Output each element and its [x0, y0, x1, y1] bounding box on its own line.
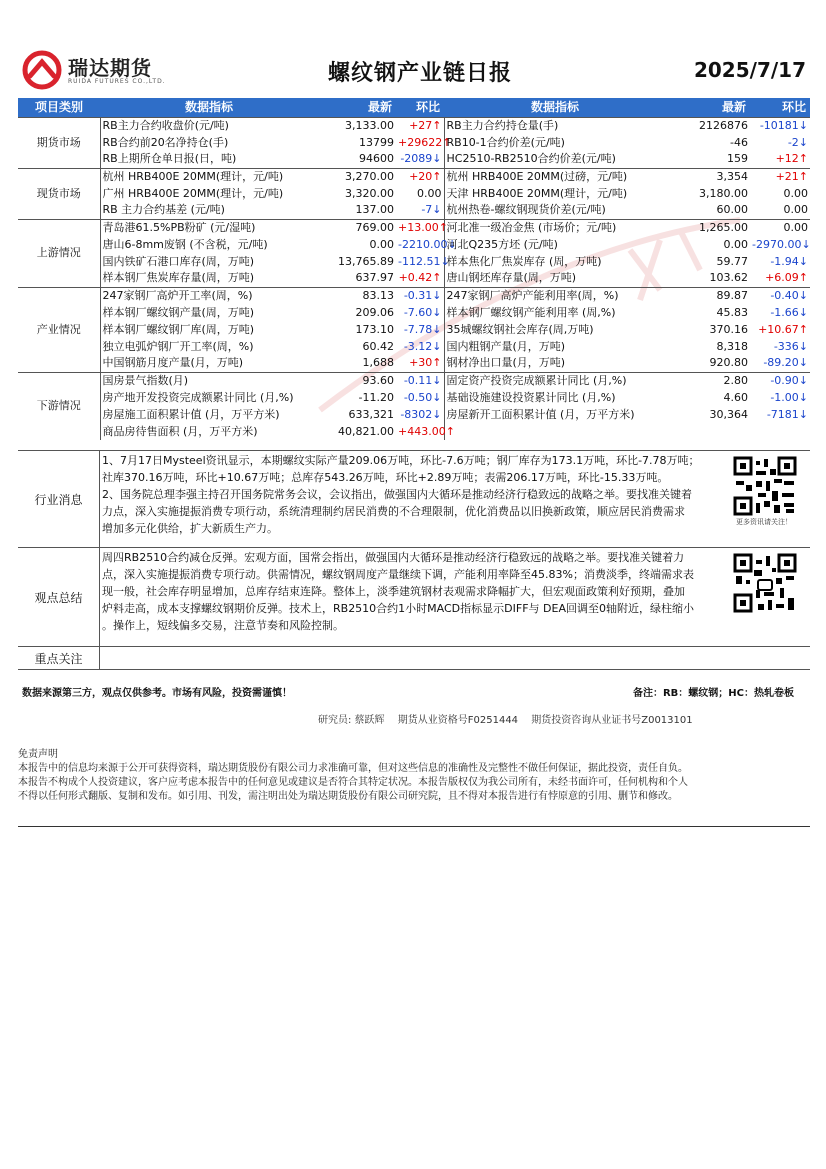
text-line: 本报告中的信息均来源于公开可获得资料，瑞达期货股份有限公司力求准确可靠，但对这些信息的准确性及完整性不做任何保证，据此投资，责任自负。	[18, 763, 688, 774]
disclaimer-text	[18, 762, 810, 804]
change-value: 0.00	[783, 186, 808, 200]
change-value: +30↑	[396, 355, 444, 372]
latest-value: 83.13	[318, 287, 396, 304]
view-summary-section	[18, 547, 810, 646]
table-row	[18, 219, 810, 236]
change-value: 0.00	[783, 203, 808, 217]
researcher-name: 研究员: 蔡跃辉	[318, 715, 385, 726]
indicator-name: 杭州热卷-螺纹钢现货价差(元/吨)	[446, 203, 606, 217]
table-row	[18, 236, 810, 253]
header-category: 项目类别	[18, 98, 100, 117]
table-row	[18, 304, 810, 321]
indicator-name: 样本钢厂螺纹钢厂库(周，万吨)	[102, 322, 255, 336]
change-value: 0.00	[750, 219, 810, 236]
industry-news-section	[18, 450, 810, 547]
change-value: -2970.00↓	[752, 237, 811, 251]
indicator-name: 房屋新开工面积累计值 (月，万平方米)	[446, 407, 635, 421]
industry-news-label: 行业消息	[18, 451, 100, 547]
indicator-name: 唐山钢坯库存量(周，万吨)	[446, 271, 577, 285]
report-header	[18, 48, 810, 96]
change-value: -1.94↓	[770, 254, 808, 268]
view-summary-label: 观点总结	[18, 548, 100, 646]
latest-value: 13799	[359, 135, 394, 149]
latest-value: 59.77	[716, 254, 748, 268]
text-line: 1、7月17日Mysteel资讯显示，本期螺纹实际产量209.06万吨，环比-7.6万吨；钢厂库存为173.1万吨，环比-7.78万吨；	[102, 454, 700, 467]
text-line: 增加多元化供给，扩大新质生产力。	[102, 522, 278, 535]
qr-code-icon	[734, 457, 796, 515]
change-value: -0.50↓	[396, 389, 444, 406]
change-value: -2089↓	[396, 151, 444, 168]
data-source-note: 数据来源第三方，观点仅供参考。市场有风险，投资需谨慎！	[22, 688, 292, 699]
latest-value: 3,270.00	[318, 168, 396, 185]
latest-value: 137.00	[355, 203, 394, 217]
change-value: +6.09↑	[765, 271, 808, 285]
category-cell: 上游情况	[18, 219, 100, 287]
table-row	[18, 355, 810, 372]
header-change-left: 环比	[396, 98, 444, 117]
indicator-name: RB合约前20名净持仓(手)	[102, 135, 229, 149]
change-value: -7.60↓	[396, 304, 444, 321]
table-row	[18, 117, 810, 134]
latest-value: 13,765.89	[338, 254, 394, 268]
header-latest-left: 最新	[318, 98, 396, 117]
table-row	[18, 423, 810, 440]
latest-value: 209.06	[355, 305, 394, 319]
indicator-name: 商品房待售面积 (月，万平方米)	[102, 424, 258, 438]
table-row	[18, 185, 810, 202]
category-cell: 现货市场	[18, 168, 100, 219]
latest-value: 769.00	[318, 219, 396, 236]
table-body	[18, 117, 810, 440]
indicator-name: 固定资产投资完成额累计同比 (月,%)	[444, 372, 666, 389]
change-value: -7.78↓	[396, 321, 444, 338]
latest-value: -46	[730, 135, 748, 149]
table-row	[18, 202, 810, 219]
table-row	[18, 389, 810, 406]
table-row	[18, 338, 810, 355]
qr-code-icon	[734, 554, 796, 612]
indicator-name: 房屋施工面积累计值 (月，万平方米)	[102, 407, 280, 421]
latest-value: 45.83	[716, 305, 748, 319]
page-title: 螺纹钢产业链日报	[328, 61, 513, 86]
indicator-name: 青岛港61.5%PB粉矿 (元/湿吨)	[100, 219, 318, 236]
change-value: -2↓	[787, 135, 808, 149]
latest-value: 3,180.00	[699, 186, 748, 200]
change-value: +20↑	[396, 168, 444, 185]
change-value: +29622↑	[396, 134, 444, 151]
latest-value: 173.10	[355, 322, 394, 336]
industry-news-text	[102, 452, 720, 537]
latest-value: 370.16	[709, 322, 748, 336]
disclaimer-title: 免责声明	[18, 749, 58, 760]
text-line: 炉料走高，成本支撑螺纹钢期价反弹。技术上，RB2510合约1小时MACD指标显示DIFF与 DEA回调至0轴附近，绿柱缩小	[102, 602, 694, 615]
indicator-name: 国内粗钢产量(月，万吨)	[446, 339, 566, 353]
indicator-name: 35城螺纹钢社会库存(周,万吨)	[446, 322, 594, 336]
change-value: -7181↓	[766, 407, 808, 421]
latest-value: 60.00	[716, 203, 748, 217]
logo-mark-icon	[22, 50, 62, 90]
table-header-row	[18, 98, 810, 117]
table-row	[18, 372, 810, 389]
change-value: -1.66↓	[770, 305, 808, 319]
latest-value: 1,688	[362, 356, 394, 370]
indicator-name: 广州 HRB400E 20MM(理计，元/吨)	[102, 186, 284, 200]
indicator-name: 样本钢厂螺纹钢产能利用率 (周,%)	[446, 305, 616, 319]
category-cell: 下游情况	[18, 372, 100, 440]
table-row	[18, 168, 810, 185]
disclaimer	[18, 748, 810, 804]
change-value: -2210.00↓	[396, 236, 444, 253]
text-line: 社库370.16万吨，环比+10.67万吨；总库存543.26万吨，环比+2.89万吨；表需206.17万吨，环比-15.33万吨。	[102, 471, 669, 484]
change-value: -0.90↓	[750, 372, 810, 389]
latest-value: 4.60	[723, 390, 748, 404]
change-value: +12↑	[775, 152, 808, 166]
latest-value: 920.80	[709, 356, 748, 370]
indicator-name: 247家钢厂高炉开工率(周，%)	[100, 287, 318, 304]
table-row	[18, 321, 810, 338]
indicator-name: 247家钢厂高炉产能利用率(周，%)	[444, 287, 666, 304]
change-value: -112.51↓	[396, 253, 444, 270]
header-indicator-left: 数据指标	[100, 98, 318, 117]
view-summary-text	[102, 549, 720, 634]
qr-caption: 更多资讯请关注！	[736, 518, 792, 526]
latest-value: 0.00	[723, 237, 748, 251]
change-value: +10.67↑	[758, 322, 808, 336]
category-cell: 产业情况	[18, 287, 100, 372]
indicator-name: 样本钢厂焦炭库存量(周，万吨)	[102, 271, 255, 285]
latest-value: 103.62	[709, 271, 748, 285]
indicator-name: 房产地开发投资完成额累计同比 (月,%)	[102, 390, 294, 404]
change-value: +27↑	[396, 117, 444, 134]
latest-value: 2.80	[666, 372, 750, 389]
latest-value: 3,354	[666, 168, 750, 185]
indicator-name: 唐山6-8mm废钢 (不含税，元/吨)	[102, 237, 268, 251]
latest-value: 60.42	[362, 339, 394, 353]
indicator-name: HC2510-RB2510合约价差(元/吨)	[446, 152, 616, 166]
text-line: 力点，深入实施提振消费专项行动，系统清理制约居民消费的不合理限制，优化消费品以旧换新政策，顺应居民消费需求	[102, 505, 685, 518]
change-value: -8302↓	[396, 406, 444, 423]
focus-section	[18, 646, 810, 670]
text-line: 点，深入实施提振消费专项行动。供需情况，螺纹钢周度产量继续下调，产能利用率降至45.83%；消费淡季，终端需求表	[102, 568, 694, 581]
analyst-info	[318, 711, 703, 726]
indicator-name: 杭州 HRB400E 20MM(理计，元/吨)	[100, 168, 318, 185]
indicator-name: 河北准一级冶金焦 (市场价；元/吨)	[444, 219, 666, 236]
latest-value: 3,320.00	[345, 186, 394, 200]
text-line: 现一般，社会库存明显增加，总库存结束连降。整体上，淡季建筑钢材表观需求降幅扩大，但宏观面政策利好预期，叠加	[102, 585, 685, 598]
change-value: -89.20↓	[763, 356, 808, 370]
latest-value	[666, 423, 750, 440]
change-value: -1.00↓	[770, 390, 808, 404]
header-change-right: 环比	[750, 98, 810, 117]
indicator-name: 国内铁矿石港口库存(周，万吨)	[102, 254, 255, 268]
latest-value: 633,321	[348, 407, 394, 421]
change-value: +13.00↑	[396, 219, 444, 236]
indicator-name: 样本焦化厂焦炭库存 (周，万吨)	[446, 254, 602, 268]
table-row	[18, 270, 810, 287]
table-row	[18, 151, 810, 168]
indicator-name: 河北Q235方坯 (元/吨)	[446, 237, 558, 251]
indicator-name: RB主力合约持仓量(手)	[444, 117, 666, 134]
category-cell: 期货市场	[18, 117, 100, 168]
change-value: +0.42↑	[396, 270, 444, 287]
change-value	[750, 423, 810, 440]
indicator-name: RB10-1合约价差(元/吨)	[446, 135, 565, 149]
data-table	[18, 98, 810, 440]
change-value: +21↑	[750, 168, 810, 185]
latest-value: 159	[727, 152, 748, 166]
indicator-name: 天津 HRB400E 20MM(理计，元/吨)	[446, 186, 628, 200]
change-value: +443.00↑	[396, 423, 444, 440]
change-value: -0.11↓	[396, 372, 444, 389]
company-logo	[22, 50, 192, 92]
indicator-name: 钢材净出口量(月，万吨)	[446, 356, 566, 370]
indicator-name: 中国钢筋月度产量(月，万吨)	[102, 356, 244, 370]
latest-value: 3,133.00	[318, 117, 396, 134]
change-value: -0.40↓	[750, 287, 810, 304]
header-latest-right: 最新	[666, 98, 750, 117]
report-date: 2025/7/17	[693, 58, 806, 82]
change-value: 0.00	[396, 185, 444, 202]
indicator-name: 基础设施建设投资累计同比 (月,%)	[446, 390, 616, 404]
latest-value: 1,265.00	[666, 219, 750, 236]
logo-name: 瑞达期货	[68, 56, 152, 80]
focus-label: 重点关注	[18, 647, 100, 669]
latest-value: 8,318	[716, 339, 748, 353]
indicator-name: 国房景气指数(月)	[100, 372, 318, 389]
table-row	[18, 406, 810, 423]
text-line: 本报告不构成个人投资建议，客户应考虑本报告中的任何意见或建议是否符合其特定状况。本报告版权仅为我公司所有，未经书面许可，任何机构和个人	[18, 777, 688, 788]
indicator-name: RB主力合约收盘价(元/吨)	[100, 117, 318, 134]
latest-value: 2126876	[666, 117, 750, 134]
text-line: 周四RB2510合约减仓反弹。宏观方面，国常会指出，做强国内大循环是推动经济行稳致远的战略之举。要找准关键着力	[102, 551, 685, 564]
indicator-name: 杭州 HRB400E 20MM(过磅，元/吨)	[444, 168, 666, 185]
indicator-name: 独立电弧炉钢厂开工率(周，%)	[102, 339, 254, 353]
latest-value: -11.20	[358, 390, 394, 404]
table-row	[18, 134, 810, 151]
latest-value: 94600	[359, 152, 394, 166]
indicator-name	[444, 423, 666, 440]
change-value: -0.31↓	[396, 287, 444, 304]
latest-value: 40,821.00	[338, 424, 394, 438]
latest-value: 89.87	[666, 287, 750, 304]
table-row	[18, 287, 810, 304]
header-indicator-right: 数据指标	[444, 98, 666, 117]
change-value: -3.12↓	[396, 338, 444, 355]
change-value: -10181↓	[750, 117, 810, 134]
indicator-name: RB上期所仓单日报(日，吨)	[102, 152, 237, 166]
change-value: -7↓	[396, 202, 444, 219]
indicator-name: RB 主力合约基差 (元/吨)	[102, 203, 225, 217]
latest-value: 30,364	[709, 407, 748, 421]
footer-divider	[18, 826, 810, 827]
text-line: 2、国务院总理李强主持召开国务院常务会议，会议指出，做强国内大循环是推动经济行稳致远的战略之举。要找准关键着	[102, 488, 692, 501]
text-line: 不得以任何形式翻版、复制和发布。如引用、刊发，需注明出处为瑞达期货股份有限公司研究院，且不得对本报告进行有悖原意的引用、删节和修改。	[18, 791, 678, 802]
indicator-name: 样本钢厂螺纹钢产量(周，万吨)	[102, 305, 255, 319]
latest-value: 93.60	[318, 372, 396, 389]
table-row	[18, 253, 810, 270]
change-value: -336↓	[773, 339, 808, 353]
latest-value: 0.00	[369, 237, 394, 251]
text-line: 。操作上，短线偏多交易，注意节奏和风险控制。	[102, 619, 344, 632]
abbreviation-note: 备注：RB：螺纹钢；HC：热轧卷板	[632, 688, 794, 699]
qualification-number: 期货从业资格号F0251444	[397, 715, 519, 726]
latest-value: 637.97	[355, 271, 394, 285]
logo-subtitle: RUIDA FUTURES CO.,LTD.	[68, 78, 166, 85]
consulting-license: 期货投资咨询从业证书号Z0013101	[531, 715, 693, 726]
